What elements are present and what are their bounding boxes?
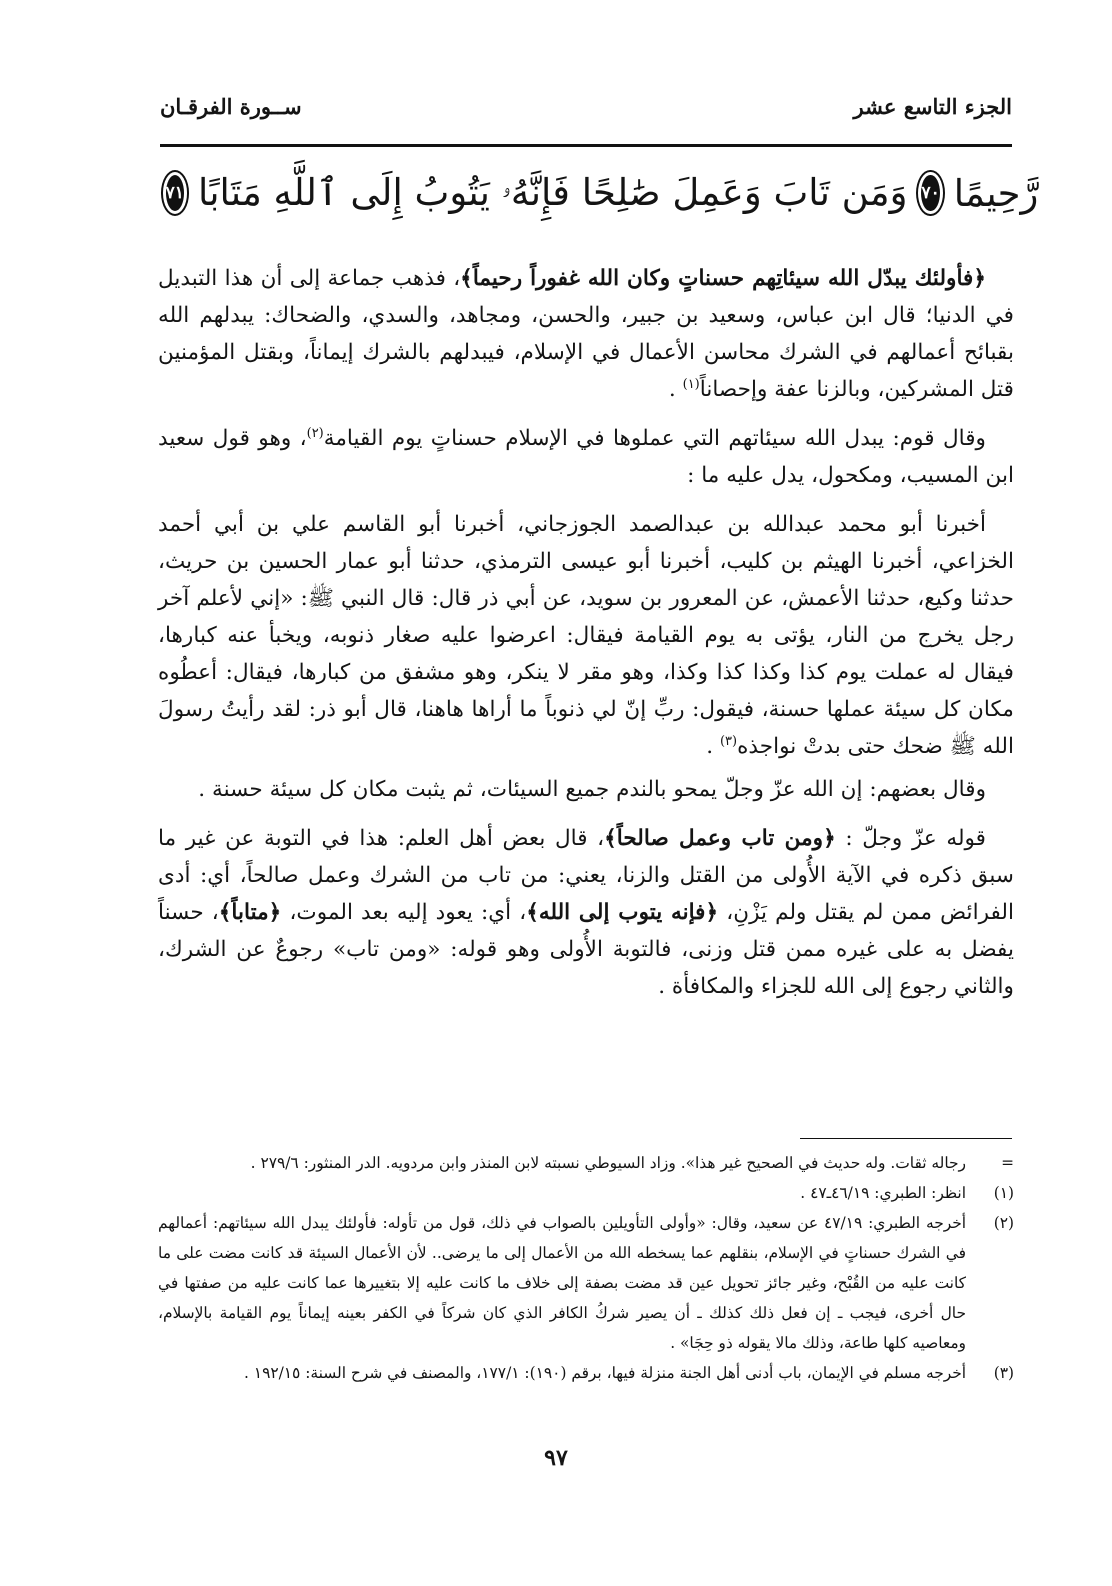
paragraph-text: قوله عزّ وجلّ : [835,826,987,851]
paragraph-end: . [706,734,720,759]
footnotes [158,1148,1014,1388]
footnote-text: أخرجه الطبري: ٤٧/١٩ عن سعيد، وقال: «وأولى التأويلين بالصواب في ذلك، قول من تأوله: فأولئك يبدل الله سيئاتهم: أعمالهم في الشرك حسناتٍ في الإسلام، بنقلهم عما يسخطه الله من الأعمال إلى ما يرضى.. لأن الأعمال السيئة قد كانت مضت على ما كانت عليه من القُبْح، وغير جائز تحويل عين قد مضت بصفة إلى خلاف ما كانت عليه إلا بتغييرها عما كانت عليه من صفتها في حال أخرى، فيجب ـ إن فعل ذلك كذلك ـ أن يصير شركُ الكافر الذي كان شركاً في الكفر بعينه إيماناً يوم القيامة بالإسلام، ومعاصيه كلها طاعة، وذلك مالا يقوله ذو حِجَا» . [158,1214,967,1352]
paragraph-4: وقال بعضهم: إن الله عزّ وجلّ يمحو بالندم جميع السيئات، ثم يثبت مكان كل سيئة حسنة . [198,777,986,802]
ayah-marker-71: ٧١ [166,175,184,211]
footnote-marker: (١) [993,1184,1014,1202]
commentary-body [158,260,1014,1017]
footnote-text: أخرجه مسلم في الإيمان، باب أدنى أهل الجنة منزلة فيها، برقم (١٩٠): ١٧٧/١، والمصنف في شرح السنة: ١٩٢/١٥ . [244,1364,966,1382]
running-header [160,86,1012,126]
footnote-1 [158,1178,1014,1208]
footnote-ref-3: (٣) [719,733,738,749]
footnote-continued [158,1148,1014,1178]
footnote-marker: (٢) [993,1214,1014,1232]
page-number: ٩٧ [544,1445,568,1471]
paragraph-text: أخبرنا أبو محمد عبدالله بن عبدالصمد الجوزجاني، أخبرنا أبو القاسم علي بن أبي أحمد الخزاعي، أخبرنا الهيثم بن كليب، أخبرنا أبو عيسى الترمذي، حدثنا أبو عمار الحسين بن حريث، حدثنا وكيع، حدثنا الأعمش، عن المعرور بن سويد، عن أبي ذر قال: قال النبي ﷺ: «إني لأعلم آخر رجل يخرج من النار، يؤتى به يوم القيامة فيقال: اعرضوا عليه صغار ذنوبه، ويخبأ عنه كبارها، فيقال له عملت يوم كذا وكذا كذا وكذا، وهو مقر لا ينكر، وهو مشفق من كبارها، فيقال: أعطُوه مكان كل سيئة عملها حسنة، فيقول: ربِّ إنّ لي ذنوباً ما أراها هاهنا، قال أبو ذر: لقد رأيتُ رسولَ الله ﷺ ضحك حتى بدتْ نواجذه [158,512,1014,759]
part-title: الجزء التاسع عشر [853,93,1012,119]
footnote-marker: = [1001,1154,1014,1172]
paragraph-text: ، فذهب جماعة إلى أن هذا التبديل في الدنيا؛ قال ابن عباس، وسعيد بن جبير، والحسن، ومجاهد، والسدي، والضحاك: يبدلهم الله بقبائح أعمالهم في الشرك محاسن الأعمال في الإسلام، فيبدلهم بالشرك إيماناً، وبقتل المؤمنين قتل المشركين، وبالزنا عفة وإحصاناً [158,266,1014,402]
verse-text: وَمَن تَابَ وَعَمِلَ صَٰلِحًا فَإِنَّهُۥ يَتُوبُ إِلَى ٱللَّهِ مَتَابًا [197,171,908,214]
paragraph-5 [158,820,1014,1005]
paragraph-3-hadith [158,506,1014,765]
paragraph-text: ، وهو قول سعيد ابن المسيب، ومكحول، يدل عليه ما : [158,426,1014,488]
paragraph-text: ، قال بعض أهل العلم: هذا في التوبة عن غير ما سبق ذكره في الآية الأُولى من القتل والزنا، يعني: من تاب من الشرك وعمل صالحاً، أي: أدى الفرائض ممن لم يقتل ولم يَزْنِ، [158,826,1014,925]
paragraph-end: . [668,377,683,402]
paragraph-text: ، حسناً يفضل به على غيره ممن قتل وزنى، فالتوبة الأُولى وهو قوله: «ومن تاب» رجوعٌ عن الشرك، والثاني رجوع إلى الله للجزاء والمكافأة . [158,900,1014,999]
quran-quote: ﴿متاباً﴾ [218,900,282,925]
paragraph-1 [158,260,1014,408]
ayah-marker-70: ٧٠ [921,175,939,211]
footnote-ref-2: (٢) [306,425,324,441]
header-rule [160,144,1012,147]
footnote-ref-1: (١) [682,376,700,392]
quran-quote: ﴿فإنه يتوب إلى الله﴾ [526,900,719,925]
footnote-separator [800,1138,1012,1139]
footnote-text: انظر: الطبري: ٤٦/١٩ـ٤٧ . [800,1184,966,1202]
footnote-text: رجاله ثقات. وله حديث في الصحيح غير هذا». وزاد السيوطي نسبته لابن المنذر وابن مردويه. الدر المنثور: ٢٧٩/٦ . [250,1154,966,1172]
quran-quote: ﴿ومن تاب وعمل صالحاً﴾ [604,826,836,851]
verse-word-rahima: رَّحِيمًا [953,171,1039,215]
quran-quote: ﴿فأولئك يبدّل الله سيئاتِهم حسناتٍ وكان الله غفوراً رحيماً﴾ [460,266,986,291]
paragraph-text: وقال قوم: يبدل الله سيئاتهم التي عملوها في الإسلام حسناتٍ يوم القيامة [323,426,986,451]
footnote-3 [158,1358,1014,1388]
surah-title: ســورة الفرقـان [160,93,302,119]
footnote-2 [158,1208,1014,1358]
footnote-marker: (٣) [993,1364,1014,1382]
quran-verse-line [165,158,1039,228]
paragraph-2 [158,420,1014,494]
paragraph-text: ، أي: يعود إليه بعد الموت، [281,900,527,925]
